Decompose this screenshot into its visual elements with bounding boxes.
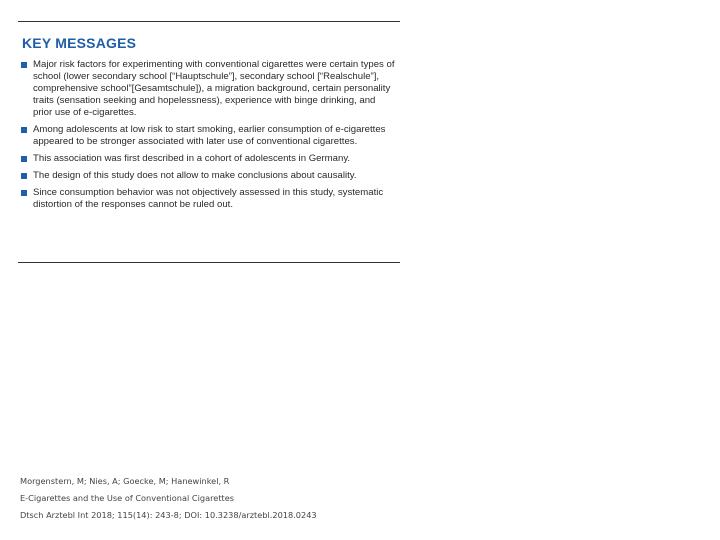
square-bullet-icon — [21, 127, 27, 133]
citation-authors: Morgenstern, M; Nies, A; Goecke, M; Hanewinkel, R — [20, 476, 230, 486]
square-bullet-icon — [21, 156, 27, 162]
square-bullet-icon — [21, 190, 27, 196]
key-message-text: Major risk factors for experimenting with conventional cigarettes were certain types of school (lower secondary school [“Hauptschule”], secondary school [“Realschule”], comprehensive school”[Gesamtschule]), a migration background, certain personality traits (sensation seeking and hopelessness), experience with binge drinking, and prior use of e-cigarettes. — [33, 59, 395, 118]
key-messages-list — [21, 59, 397, 216]
citation-source: Dtsch Arztebl Int 2018; 115(14): 243-8; DOI: 10.3238/arztebl.2018.0243 — [20, 510, 317, 520]
key-messages-title: KEY MESSAGES — [22, 35, 137, 51]
key-message-item — [21, 187, 397, 211]
key-message-text: Among adolescents at low risk to start smoking, earlier consumption of e-cigarettes appeared to be stronger associated with later use of conventional cigarettes. — [33, 124, 386, 147]
key-message-item — [21, 124, 397, 148]
key-message-text: This association was first described in a cohort of adolescents in Germany. — [33, 153, 351, 164]
citation-title: E-Cigarettes and the Use of Conventional Cigarettes — [20, 493, 235, 503]
citation-block — [20, 473, 440, 524]
key-message-text: Since consumption behavior was not objectively assessed in this study, systematic distortion of the responses cannot be ruled out. — [33, 187, 384, 210]
square-bullet-icon — [21, 62, 27, 68]
key-message-item — [21, 153, 397, 165]
key-message-item — [21, 170, 397, 182]
key-message-text: The design of this study does not allow to make conclusions about causality. — [33, 170, 357, 181]
key-messages-box — [18, 21, 400, 263]
square-bullet-icon — [21, 173, 27, 179]
key-message-item — [21, 59, 397, 119]
